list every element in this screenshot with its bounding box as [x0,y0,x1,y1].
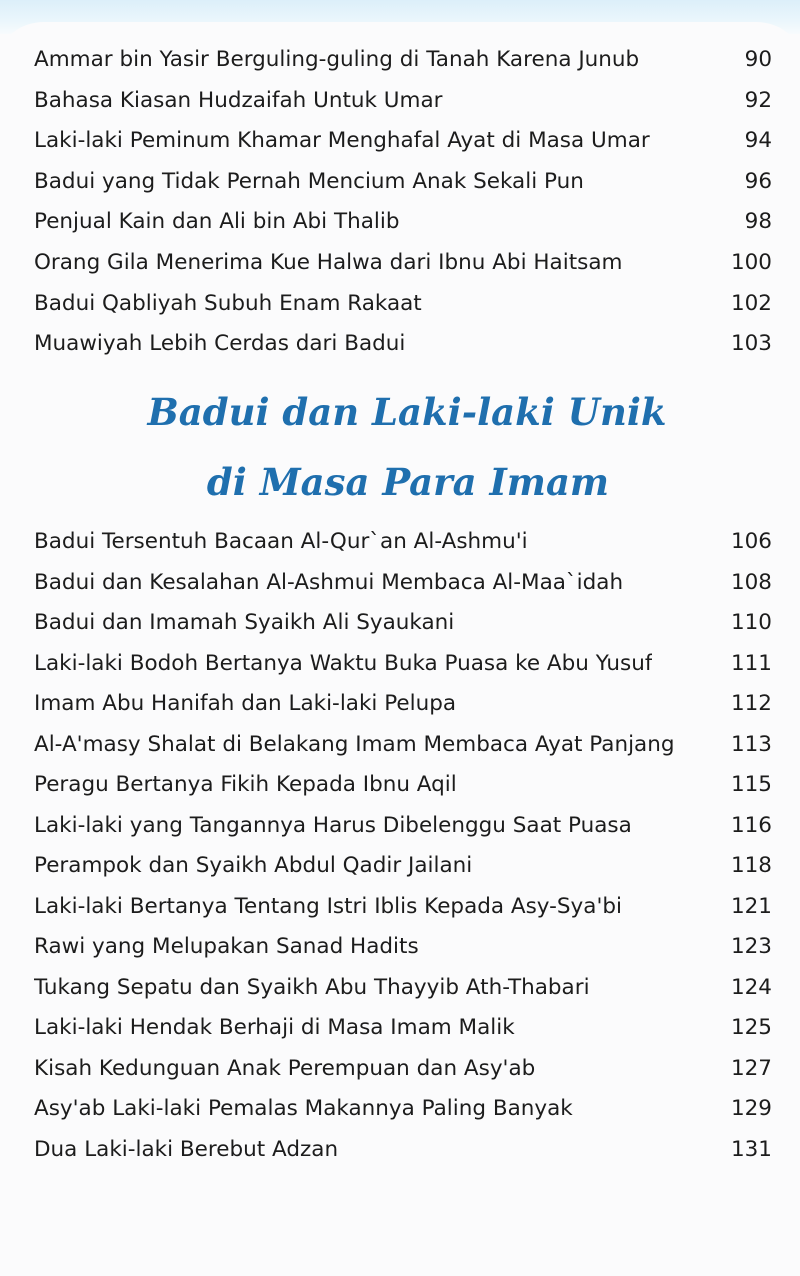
toc-entry-page: 98 [744,209,772,235]
toc-entry [34,324,772,365]
toc-entry-title: Rawi yang Melupakan Sanad Hadits [34,934,419,959]
toc-entry-title: Laki-laki Bertanya Tentang Istri Iblis Kepada Asy-Sya'bi [34,893,622,919]
toc-entry-title: Laki-laki yang Tangannya Harus Dibelenggu Saat Puasa [34,812,632,838]
toc-entry [34,522,772,563]
toc-entry [34,1130,772,1171]
toc-entry-page: 129 [730,1096,772,1121]
toc-entry-page: 100 [730,249,772,275]
toc-entry [34,927,772,968]
toc-entry-page: 111 [730,650,772,676]
toc-list-section-2 [34,522,772,1170]
toc-entry-page: 113 [730,731,772,757]
toc-entry-title: Peragu Bertanya Fikih Kepada Ibnu Aqil [34,772,457,797]
toc-entry-title: Laki-laki Bodoh Bertanya Waktu Buka Puasa ke Abu Yusuf [34,650,653,676]
toc-entry-page: 103 [730,331,772,357]
toc-entry [34,1049,772,1090]
toc-entry [34,243,772,284]
toc-entry-title: Penjual Kain dan Ali bin Abi Thalib [34,209,400,235]
toc-entry [34,725,772,766]
toc-list-section-1 [34,40,772,365]
toc-entry [34,644,772,685]
toc-entry-title: Badui dan Imamah Syaikh Ali Syaukani [34,610,455,635]
section-heading-line-2: di Masa Para Imam [206,460,610,504]
toc-entry-title: Kisah Kedunguan Anak Perempuan dan Asy'ab [34,1055,536,1081]
toc-entry-title: Badui yang Tidak Pernah Mencium Anak Sekali Pun [34,168,584,194]
toc-entry-page: 92 [744,87,772,113]
toc-entry [34,1089,772,1130]
toc-entry-title: Imam Abu Hanifah dan Laki-laki Pelupa [34,691,457,716]
toc-entry-page: 94 [744,128,772,154]
toc-entry-title: Muawiyah Lebih Cerdas dari Badui [34,331,406,357]
toc-entry-page: 90 [744,47,772,72]
toc-entry [34,40,772,81]
toc-entry-title: Ammar bin Yasir Berguling-guling di Tanah Karena Junub [34,47,640,72]
toc-entry-title: Asy'ab Laki-laki Pemalas Makannya Paling Banyak [34,1096,573,1121]
toc-entry-page: 110 [730,610,772,635]
toc-entry-page: 124 [730,974,772,1000]
toc-entry-page: 118 [730,853,772,878]
toc-entry-page: 121 [730,893,772,919]
toc-entry-title: Al-A'masy Shalat di Belakang Imam Membaca Ayat Panjang [34,731,675,757]
toc-entry-title: Badui Qabliyah Subuh Enam Rakaat [34,290,422,316]
toc-entry [34,806,772,847]
toc-entry [34,121,772,162]
section-heading-line-1: Badui dan Laki-laki Unik [147,390,667,434]
toc-entry-page: 96 [744,168,772,194]
toc-entry [34,968,772,1009]
toc-entry [34,887,772,928]
toc-entry [34,284,772,325]
toc-entry [34,563,772,604]
toc-entry-page: 116 [730,812,772,838]
toc-entry [34,846,772,887]
toc-entry-page: 102 [730,290,772,316]
toc-entry-page: 108 [730,569,772,595]
toc-entry [34,1008,772,1049]
toc-entry-title: Orang Gila Menerima Kue Halwa dari Ibnu Abi Haitsam [34,249,623,275]
toc-entry-page: 123 [730,934,772,959]
toc-entry-title: Badui dan Kesalahan Al-Ashmui Membaca Al-Maa`idah [34,569,624,595]
toc-entry-title: Bahasa Kiasan Hudzaifah Untuk Umar [34,87,443,113]
toc-entry-page: 131 [730,1136,772,1162]
toc-entry [34,162,772,203]
toc-entry-page: 127 [730,1055,772,1081]
toc-entry-page: 115 [730,772,772,797]
toc-entry-page: 125 [730,1015,772,1040]
toc-entry-page: 112 [730,691,772,716]
toc-entry-title: Tukang Sepatu dan Syaikh Abu Thayyib Ath-Thabari [34,974,590,1000]
toc-entry-title: Dua Laki-laki Berebut Adzan [34,1136,339,1162]
toc-entry-title: Laki-laki Hendak Berhaji di Masa Imam Malik [34,1015,515,1040]
toc-entry-title: Laki-laki Peminum Khamar Menghafal Ayat di Masa Umar [34,128,650,154]
toc-entry [34,81,772,122]
section-heading [0,386,800,508]
toc-entry [34,202,772,243]
toc-entry-title: Badui Tersentuh Bacaan Al-Qur`an Al-Ashmu'i [34,529,528,554]
toc-entry [34,684,772,725]
toc-entry-title: Perampok dan Syaikh Abdul Qadir Jailani [34,853,473,878]
toc-entry [34,603,772,644]
toc-entry-page: 106 [730,529,772,554]
toc-entry [34,765,772,806]
